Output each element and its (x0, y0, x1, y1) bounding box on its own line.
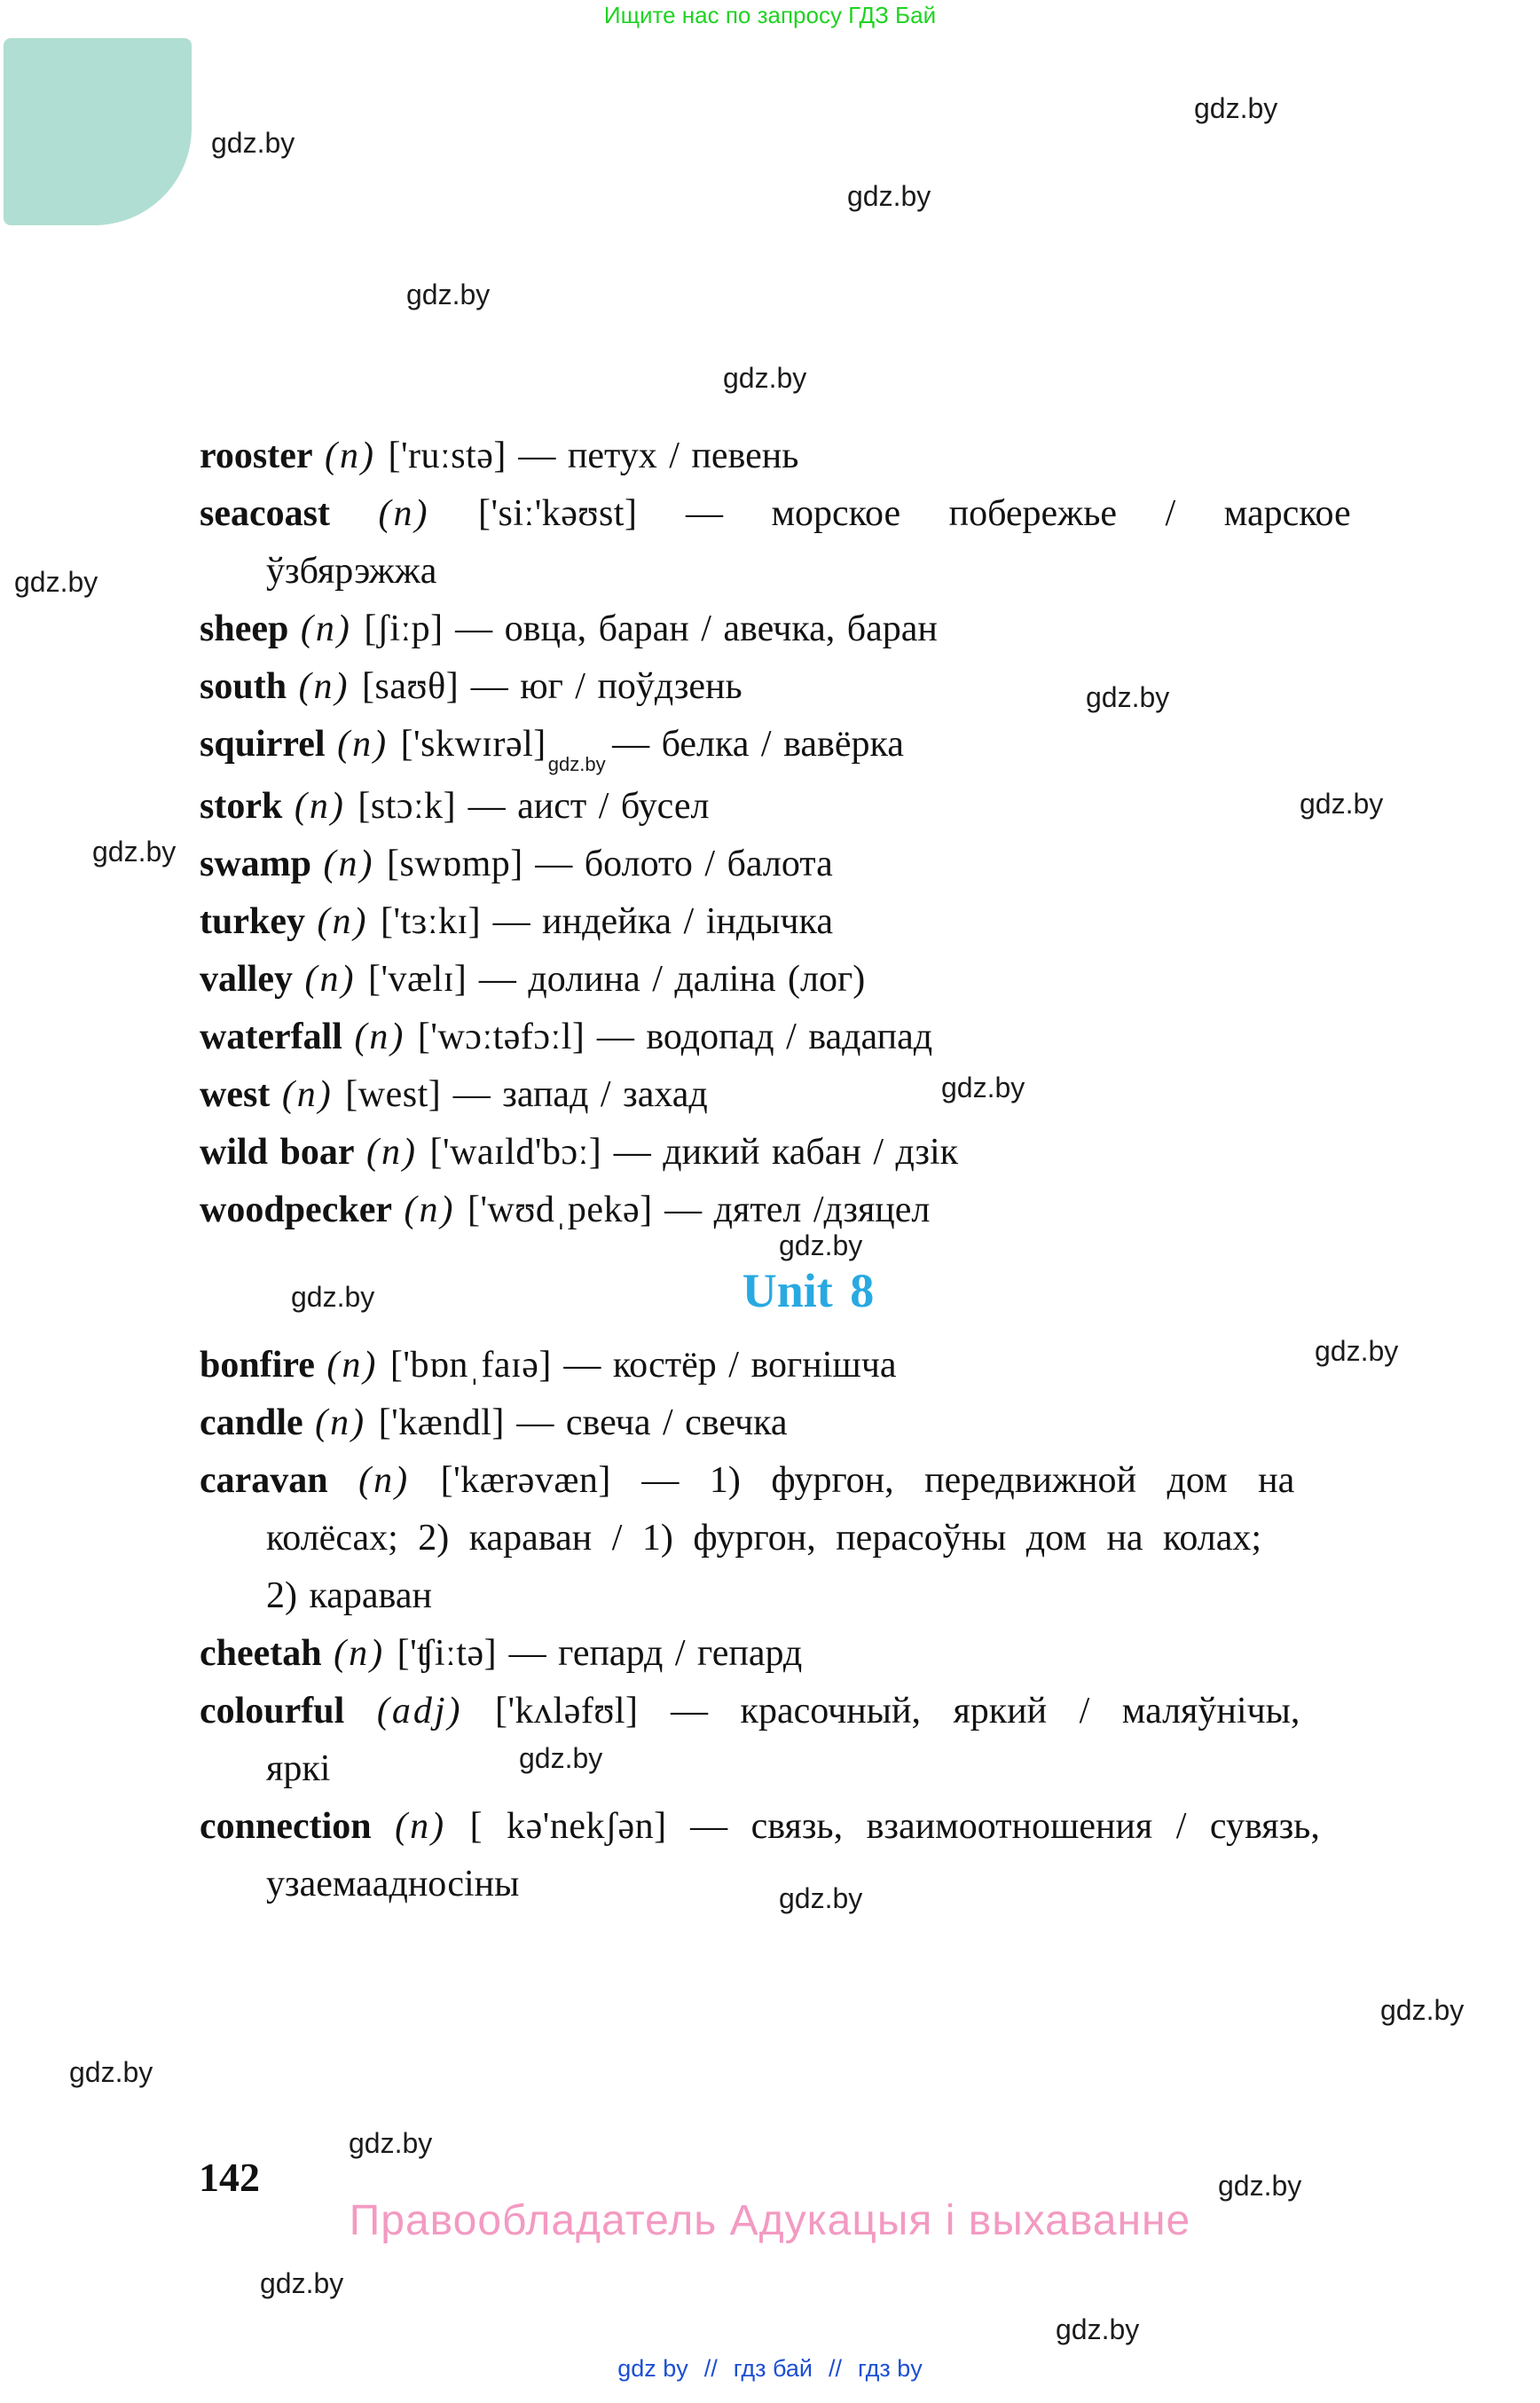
entry-pos: (n) (404, 1190, 456, 1230)
entry-pos: (n) (317, 901, 369, 942)
gdz-watermark: gdz.by (779, 1882, 863, 1914)
entry-translation: — петух / певень (506, 436, 799, 476)
dictionary-entry (200, 1182, 1417, 1239)
entry-pos: (n) (281, 1074, 334, 1115)
gdz-watermark: gdz.by (291, 1281, 375, 1313)
entry-transcription: ['ʧiːtə] (397, 1633, 498, 1674)
dictionary-entry (200, 485, 1417, 601)
entry-pos: (n) (304, 959, 357, 1000)
copyright-note: Правообладатель Адукацыя і выхаванне (349, 2197, 1191, 2244)
gdz-watermark: gdz.by (1300, 788, 1384, 820)
entry-word: woodpecker (200, 1190, 392, 1230)
gdz-watermark: gdz.by (406, 279, 491, 310)
entry-word: candle (200, 1402, 303, 1443)
entry-transcription: [swɒmp] (387, 844, 523, 884)
dictionary-entry (200, 1798, 1417, 1913)
entry-pos: (n) (354, 1017, 406, 1057)
entry-transcription: ['kʌləfʊl] (494, 1691, 639, 1732)
link-separator: // (828, 2355, 842, 2382)
entry-word: wild boar (200, 1132, 355, 1173)
entry-transcription: [ʃiːp] (364, 609, 444, 649)
gdz-watermark: gdz.by (1218, 2170, 1302, 2202)
dictionary-entry (200, 428, 1417, 485)
entry-translation: — овца, баран / авечка, баран (443, 609, 938, 649)
dictionary-entry (200, 1009, 1417, 1066)
entry-transcription: ['tɜːkɪ] (380, 901, 482, 942)
entry-transcription: ['kærəvæn] (440, 1460, 611, 1501)
gdz-watermark: gdz.by (1194, 92, 1278, 124)
gdz-watermark: gdz.by (69, 2056, 153, 2088)
entry-translation: — 1) фургон, передвижной дом на (610, 1460, 1295, 1501)
footer-link[interactable]: гдз by (858, 2355, 923, 2382)
teal-corner-shape (4, 38, 192, 225)
entry-word: swamp (200, 844, 312, 884)
entry-transcription: [stɔːk] (358, 786, 457, 827)
footer-link[interactable]: гдз бай (733, 2355, 813, 2382)
entry-word: seacoast (200, 493, 330, 534)
dictionary-entry (200, 1683, 1417, 1798)
entry-pos: (n) (298, 666, 350, 707)
entry-word: west (200, 1074, 271, 1115)
entry-word: south (200, 666, 287, 707)
entry-pos: (n) (315, 1402, 367, 1443)
entry-translation: — свеча / свечка (504, 1402, 788, 1443)
gdz-watermark: gdz.by (779, 1229, 863, 1261)
gdz-watermark-inline: gdz.by (547, 753, 606, 775)
dictionary-entry (200, 1066, 1417, 1124)
entry-translation: — связь, взаимоотношения / сувязь, (666, 1806, 1320, 1847)
gdz-watermark: gdz.by (1056, 2313, 1140, 2345)
gdz-watermark: gdz.by (1380, 1994, 1465, 2026)
entry-transcription: [saʊθ] (362, 666, 460, 707)
dictionary-entry (200, 1452, 1417, 1625)
entry-translation: — запад / захад (441, 1074, 708, 1115)
entry-translation: — дикий кабан / дзік (601, 1132, 959, 1173)
entry-word: cheetah (200, 1633, 322, 1674)
gdz-watermark: gdz.by (14, 566, 98, 598)
entry-translation: — болото / балота (522, 844, 833, 884)
page-number: 142 (199, 2155, 260, 2200)
dictionary-entry (200, 601, 1417, 658)
entry-translation: — юг / поўдзень (459, 666, 742, 707)
gdz-watermark: gdz.by (519, 1742, 603, 1774)
vocabulary-list (200, 428, 1417, 1913)
entry-transcription: ['waɪld'bɔː] (429, 1132, 602, 1173)
link-separator: // (703, 2355, 718, 2382)
entry-translation: яркі (266, 1748, 331, 1789)
entry-word: squirrel (200, 724, 326, 765)
gdz-watermark: gdz.by (1086, 681, 1170, 713)
entry-translation: колёсах; 2) караван / 1) фургон, перасоўны дом на колах; (266, 1518, 1262, 1559)
gdz-watermark: gdz.by (941, 1072, 1025, 1103)
entry-word: rooster (200, 436, 313, 476)
entry-pos: (n) (358, 1460, 411, 1501)
entry-pos: (n) (325, 436, 376, 476)
entry-word: waterfall (200, 1017, 342, 1057)
entry-transcription: ['siː'kəʊst] (477, 493, 638, 534)
gdz-watermark: gdz.by (260, 2267, 344, 2299)
entry-transcription: ['bɒnˌfaɪə] (389, 1345, 552, 1386)
entry-word: valley (200, 959, 293, 1000)
entry-word: sheep (200, 609, 289, 649)
entry-translation: — красочный, яркий / маляўнічы, (638, 1691, 1300, 1732)
entry-pos: (n) (378, 493, 430, 534)
dictionary-entry (200, 658, 1417, 716)
entry-translation: — водопад / вадапад (585, 1017, 933, 1057)
entry-translation: — индейка / індычка (481, 901, 833, 942)
dictionary-entry (200, 951, 1417, 1009)
dictionary-entry (200, 778, 1417, 836)
entry-pos: (n) (337, 724, 389, 765)
entry-translation: — аист / бусел (456, 786, 710, 827)
entry-transcription: ['ruːstə] (388, 436, 507, 476)
entry-pos: (n) (334, 1633, 386, 1674)
entry-pos: (n) (300, 609, 352, 649)
gdz-watermark: gdz.by (847, 180, 931, 212)
dictionary-entry (200, 1337, 1417, 1394)
entry-transcription: ['wʊdˌpekə] (467, 1190, 653, 1230)
entry-pos: (n) (395, 1806, 447, 1847)
entry-transcription: ['vælɪ] (367, 959, 468, 1000)
footer-links (0, 2355, 1540, 2383)
gdz-watermark: gdz.by (349, 2127, 433, 2159)
entry-word: bonfire (200, 1345, 315, 1386)
entry-translation: — дятел /дзяцел (652, 1190, 931, 1230)
gdz-watermark: gdz.by (92, 836, 177, 868)
entry-translation: — морское побережье / марское (637, 493, 1351, 534)
dictionary-entry (200, 836, 1417, 893)
header-note: Ищите нас по запросу ГДЗ Бай (603, 2, 937, 28)
entry-transcription: [west] (345, 1074, 442, 1115)
dictionary-entry (200, 893, 1417, 951)
entry-translation: — костёр / вогнішча (551, 1345, 897, 1386)
gdz-watermark: gdz.by (723, 362, 807, 394)
entry-pos: (n) (366, 1132, 419, 1173)
entry-translation: узаемаадносіны (266, 1864, 520, 1904)
entry-transcription: ['skwɪrəl] (400, 724, 546, 765)
dictionary-entry (200, 1394, 1417, 1452)
entry-translation: — долина / даліна (лог) (467, 959, 866, 1000)
entry-translation: 2) караван (266, 1575, 432, 1616)
dictionary-entry (200, 716, 1417, 778)
entry-word: turkey (200, 901, 305, 942)
entry-pos: (n) (323, 844, 375, 884)
entry-word: connection (200, 1806, 372, 1847)
entry-word: stork (200, 786, 283, 827)
unit-heading: Unit 8 (742, 1264, 875, 1317)
dictionary-entry (200, 1124, 1417, 1182)
gdz-watermark: gdz.by (1315, 1335, 1399, 1367)
dictionary-entry (200, 1625, 1417, 1683)
gdz-watermark: gdz.by (211, 127, 295, 159)
entry-pos: (adj) (376, 1691, 463, 1732)
entry-transcription: [ kə'nekʃən] (469, 1806, 667, 1847)
footer-link[interactable]: gdz by (617, 2355, 688, 2382)
entry-translation: ўзбярэжжа (266, 551, 437, 592)
entry-word: caravan (200, 1460, 328, 1501)
entry-translation: — белка / вавёрка (600, 724, 904, 765)
entry-pos: (n) (294, 786, 346, 827)
entry-translation: — гепард / гепард (497, 1633, 803, 1674)
entry-transcription: ['wɔːtəfɔːl] (417, 1017, 585, 1057)
entry-word: colourful (200, 1691, 345, 1732)
entry-pos: (n) (326, 1345, 379, 1386)
entry-transcription: ['kændl] (378, 1402, 505, 1443)
